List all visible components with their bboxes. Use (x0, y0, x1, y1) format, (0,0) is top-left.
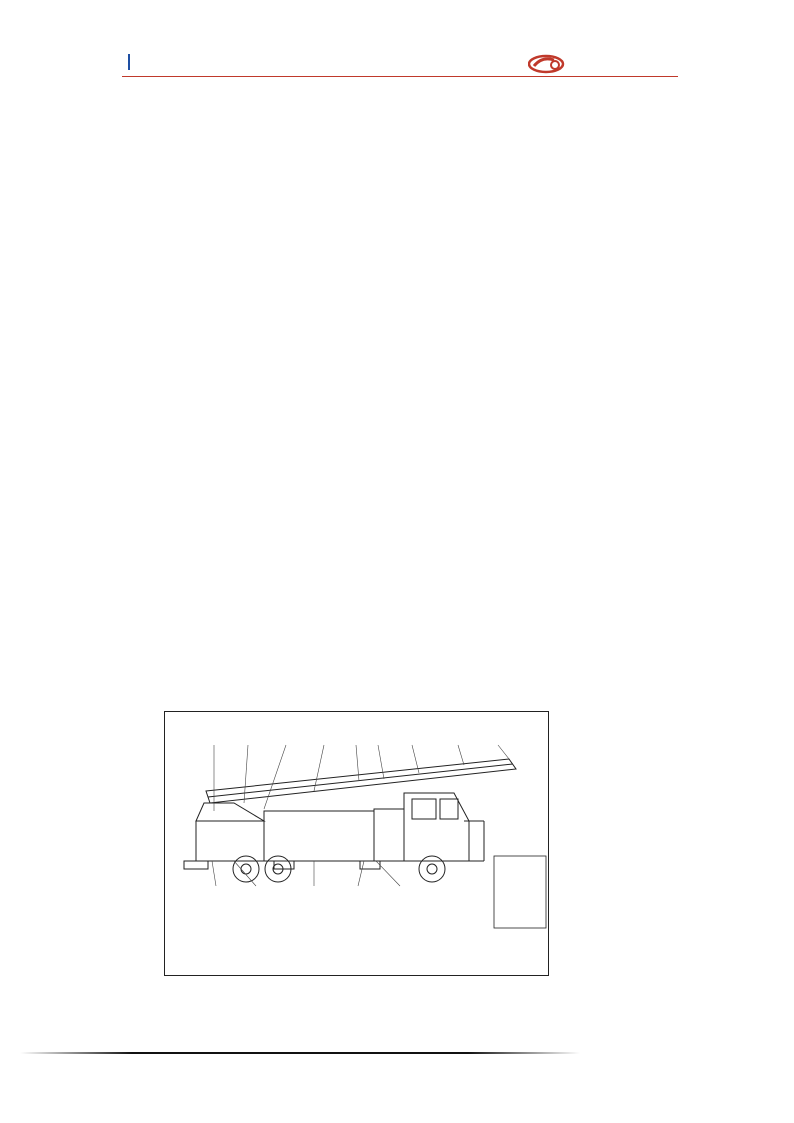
page-header (0, 0, 794, 80)
lubrication-diagram (164, 711, 549, 976)
company-logo (124, 50, 134, 74)
service-hotline (528, 54, 566, 74)
service-badge-icon (528, 54, 568, 74)
legend (494, 856, 546, 928)
logo-separator (128, 54, 130, 70)
header-rule (122, 76, 678, 77)
footer-rule (20, 1052, 580, 1054)
